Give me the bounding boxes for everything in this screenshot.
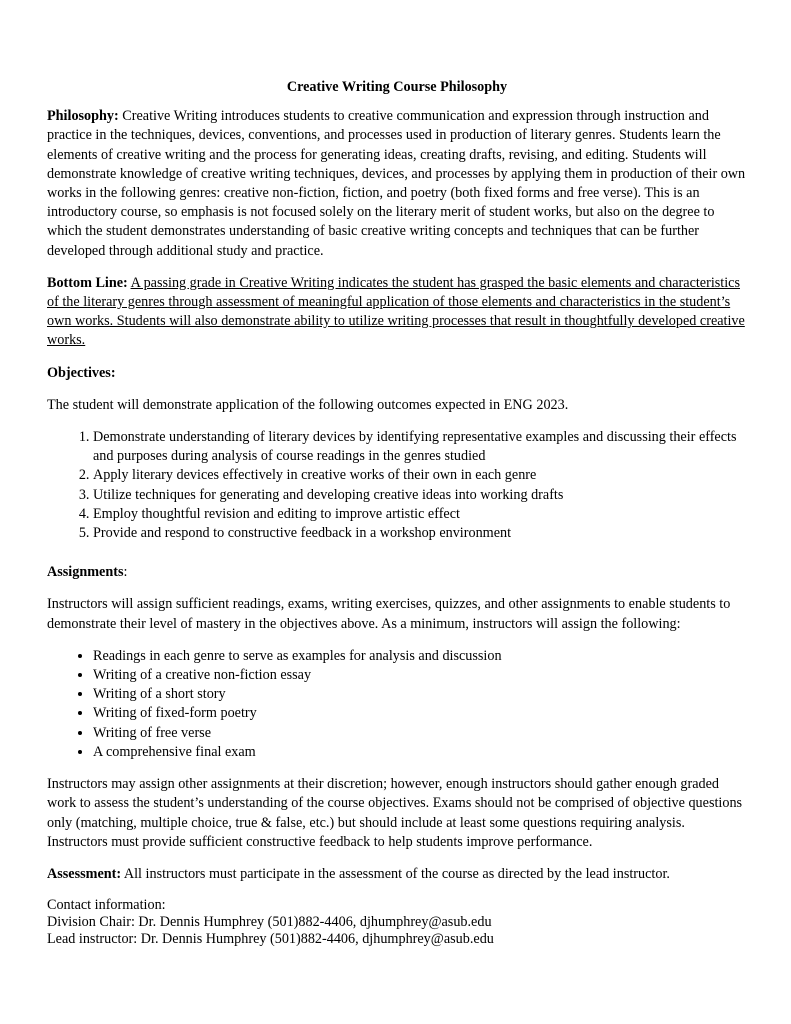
objective-item: 4. Employ thoughtful revision and editing to improve artistic effect — [93, 505, 747, 524]
objectives-heading: Objectives: — [47, 364, 116, 381]
assignment-item: • Writing of a short story — [93, 685, 747, 704]
assignment-item: • Writing of a creative non-fiction essay — [93, 666, 747, 685]
assignments-heading-line — [47, 563, 747, 582]
division-chair-contact: Division Chair: Dr. Dennis Humphrey (501)882-4406, djhumphrey@asub.edu — [47, 913, 492, 930]
objectives-intro: The student will demonstrate application of the following outcomes expected in ENG 2023. — [47, 396, 569, 413]
objectives-list — [47, 428, 747, 543]
assignment-item: • Readings in each genre to serve as examples for analysis and discussion — [93, 647, 747, 666]
contact-heading: Contact information: — [47, 897, 166, 914]
bottom-line-text: A passing grade in Creative Writing indicates the student has grasped the basic elements and characteristics of the literary genres through assessment of meaningful application of those elements and characteristics in the student’s own works. Students will also demonstrate ability to utilize writing processes that result in thoughtfully developed creative works. — [47, 274, 745, 349]
objective-item: 5. Provide and respond to constructive feedback in a workshop environment — [93, 524, 747, 543]
objective-item: 2. Apply literary devices effectively in creative works of their own in each genre — [93, 466, 747, 485]
document-title: Creative Writing Course Philosophy — [286, 79, 508, 95]
bottom-line-paragraph — [47, 274, 747, 351]
assignments-note: Instructors may assign other assignments at their discretion; however, enough instructors should gather enough graded work to assess the student’s understanding of the course objectives. Exams should not be comprised of objective questions only (matching, multiple choice, true & false, etc.) but should include at least some questions requiring analysis. Instructors must provide sufficient constructive feedback to help students improve performance. — [47, 776, 743, 850]
assignments-colon: : — [123, 564, 128, 581]
assignments-list — [47, 647, 747, 762]
document-page — [47, 78, 747, 948]
assignment-item: • A comprehensive final exam — [93, 743, 747, 762]
assignment-item: • Writing of fixed-form poetry — [93, 704, 747, 723]
assessment-label: Assessment: — [47, 865, 122, 882]
philosophy-label: Philosophy: — [47, 108, 119, 125]
assignments-heading: Assignments — [47, 564, 124, 581]
assignment-item: • Writing of free verse — [93, 724, 747, 743]
assignments-intro: Instructors will assign sufficient readings, exams, writing exercises, quizzes, and other assignments to enable students to demonstrate their level of mastery in the objectives above. As a minimum, instructors will assign the following: — [47, 596, 731, 632]
assessment-text: All instructors must participate in the assessment of the course as directed by the lead instructor. — [121, 865, 670, 882]
bottom-line-label: Bottom Line: — [47, 274, 128, 291]
contact-block — [47, 897, 747, 947]
assessment-paragraph — [47, 865, 747, 884]
lead-instructor-contact: Lead instructor: Dr. Dennis Humphrey (501)882-4406, djhumphrey@asub.edu — [47, 930, 494, 947]
objective-item: 3. Utilize techniques for generating and developing creative ideas into working drafts — [93, 486, 747, 505]
philosophy-paragraph — [47, 107, 747, 261]
objective-item: 1. Demonstrate understanding of literary devices by identifying representative examples and discussing their effects and purposes during analysis of course readings in the genres studied — [93, 428, 747, 466]
philosophy-text: Creative Writing introduces students to creative communication and expression through instruction and practice in the techniques, devices, conventions, and processes used in production of literary genres. Students learn the elements of creative writing and the process for generating ideas, creating drafts, revising, and editing. Students will demonstrate knowledge of creative writing techniques, devices, and processes by applying them in production of their own works in the following genres: creative non-fiction, fiction, and poetry (both fixed forms and free verse). This is an introductory course, so emphasis is not focused solely on the literary merit of student works, but also on the degree to which the student demonstrates understanding of basic creative writing concepts and techniques that can be further developed through additional study and practice. — [47, 108, 746, 259]
